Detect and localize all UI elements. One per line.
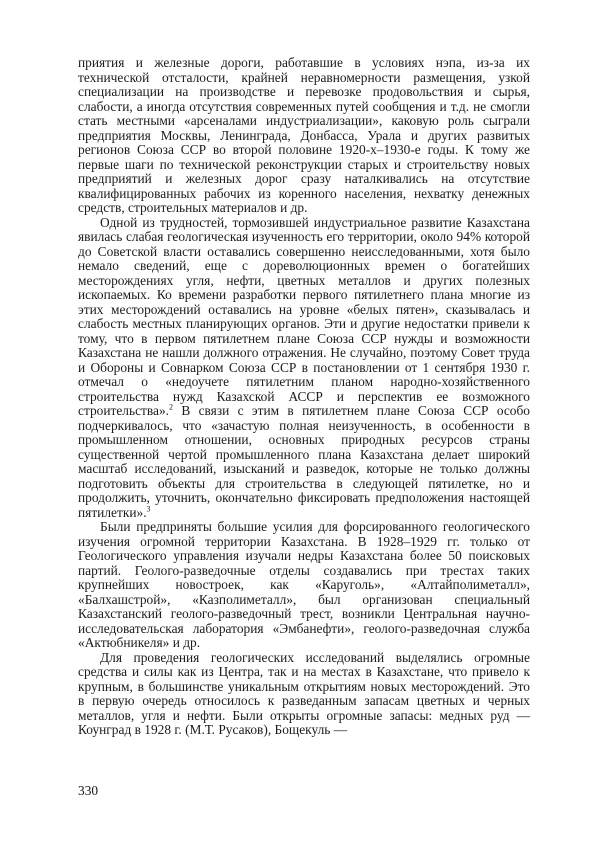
page-body xyxy=(78,56,530,738)
paragraph-3-text: Были предприняты большие усилия для форсированного геологического изучения огромной территории Казахстана. В 1928–1929 гг. только от Геологического управления изучали недры Казахстана более 50 поисковых партий. Геолого-разведочные отделы создавались при трестах таких крупнейших новостроек, как «Каруголь», «Алтайполиметалл», «Балхашстрой», «Казполиметалл», был организован специальный Казахстанский геолого-разведочный трест, возникли Центральная научно-исследовательская лаборатория «Эмбанефти», геолого-разведочная служба «Актюбникеля» и др. xyxy=(78,519,530,650)
paragraph-1 xyxy=(78,56,530,216)
page-number: 330 xyxy=(78,783,99,798)
footnote-ref-3: 3 xyxy=(146,504,151,514)
paragraph-2-text-a: Одной из трудностей, тормозившей индустриальное развитие Казахстана явилась слабая геологическая изученность его территории, около 94% которой до Советской власти оставались совершенно неисследованными, хотя было немало сведений, еще с дореволюционных времен о богатейших месторождениях угля, нефти, цветных металлов и других полезных ископаемых. Ко времени разработки первого пятилетнего плана многие из этих месторождений оставались на уровне «белых пятен», сказывалась и слабость местных планирующих органов. Эти и другие недостатки привели к тому, что в первом пятилетнем плане Союза ССР нужды и возможности Казахстана не нашли должного отражения. Не случайно, поэтому Совет труда и Обороны и Совнарком Союза ССР в постановлении от 1 сентября 1930 г. отмечал о «недоучете пятилетним планом народно-хозяйственного строительства нужд Казахской АССР и перспектив ее возможного строительства». xyxy=(78,214,530,418)
paragraph-2 xyxy=(78,216,530,521)
paragraph-1-text: приятия и железные дороги, работавшие в условиях нэпа, из-за их технической отсталости, крайней неравномерности размещения, узкой специализации на производстве и перевозке продовольствия и сырья, слабости, а иногда отсутствия современных путей сообщения и т.д. не смогли стать местными «арсеналами индустриализации», каковую роль сыграли предприятия Москвы, Ленинграда, Донбасса, Урала и других развитых регионов Союза ССР во второй половине 1920-х–1930-е годы. К тому же первые шаги по технической реконструкции старых и строительству новых предприятий и железных дорог сразу наталкивались на отсутствие квалифицированных рабочих из коренного населения, нехватку денежных средств, строительных материалов и др. xyxy=(78,55,530,215)
paragraph-4 xyxy=(78,651,530,738)
footnote-ref-2: 2 xyxy=(169,402,174,412)
paragraph-3 xyxy=(78,520,530,651)
paragraph-2-text-b: В связи с этим в пятилетнем плане Союза ССР особо подчеркивалось, что «зачастую полная неизученность, в особенности в промышленном отношении, основных природных ресурсов страны существенной чертой промышленного плана Казахстана делает широкий масштаб исследований, изысканий и разведок, которые не только должны подготовить объекты для строительства в следующей пятилетке, но и продолжить, уточнить, окончательно фиксировать предположения настоящей пятилетки». xyxy=(78,403,530,520)
paragraph-4-text: Для проведения геологических исследований выделялись огромные средства и силы как из Центра, так и на местах в Казахстане, что привело к крупным, в большинстве уникальным открытиям новых месторождений. Это в первую очередь относилось к разведанным запасам цветных и черных металлов, угля и нефти. Были открыты огромные запасы: медных руд — Коунград в 1928 г. (М.Т. Русаков), Бощекуль — xyxy=(78,649,530,737)
